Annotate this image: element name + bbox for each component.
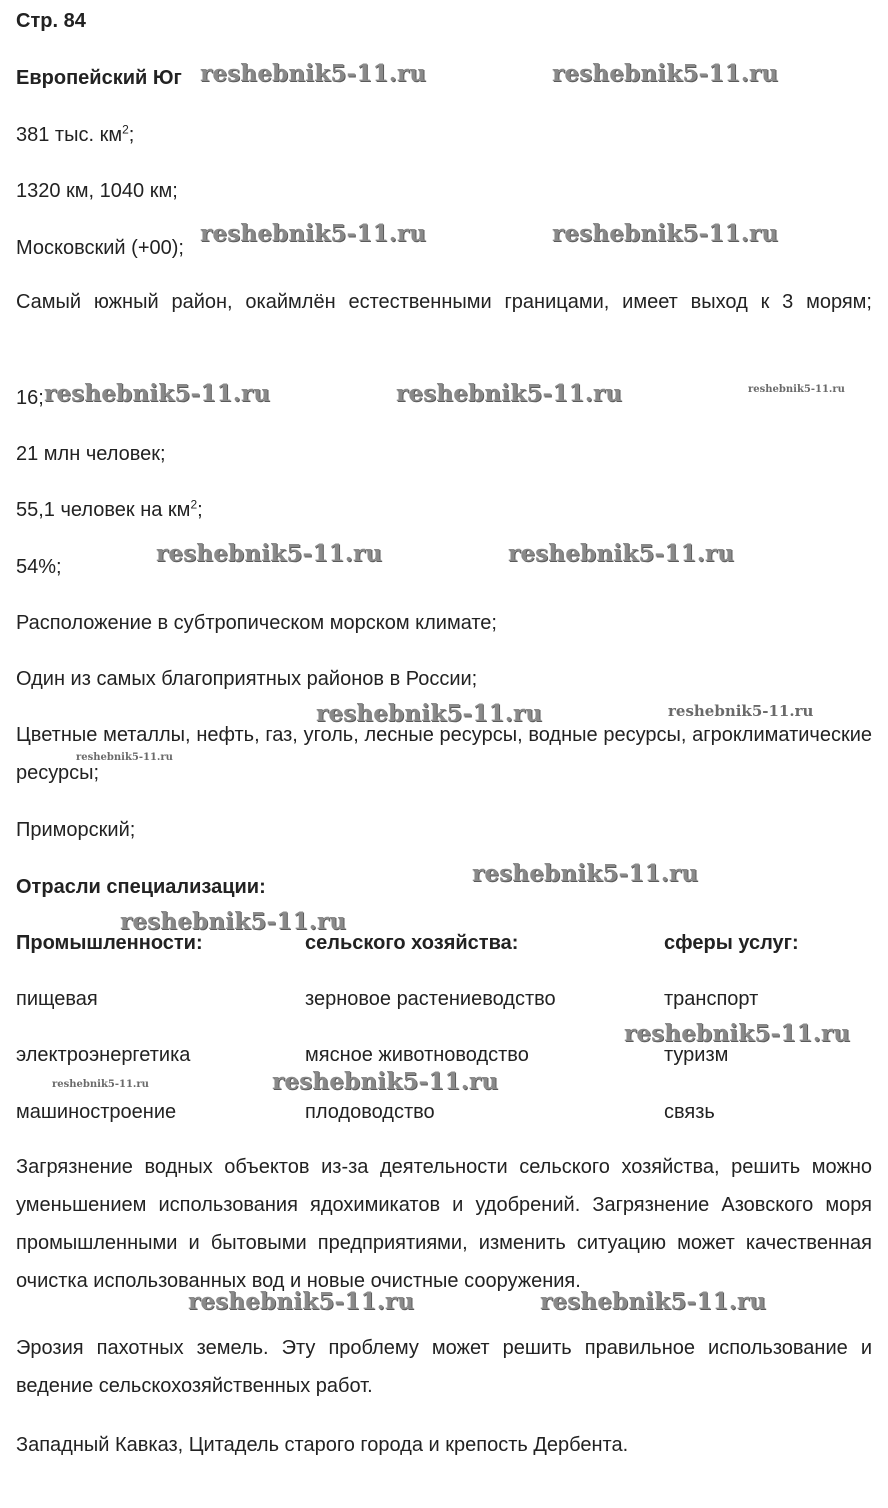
- area-line: [16, 124, 134, 146]
- watermark: reshebnik5-11.ru: [748, 384, 845, 395]
- watermark: reshebnik5-11.ru: [120, 908, 347, 935]
- resources-paragraph: Цветные металлы, нефть, газ, уголь, лесные ресурсы, водные ресурсы, агроклиматические ресурсы;: [16, 724, 872, 784]
- problem-water-paragraph: Загрязнение водных объектов из-за деятельности сельского хозяйства, решить можно уменьшением использования ядохимикатов и удобрений. Загрязнение Азовского моря промышленными и бытовыми предприятиями, изменить ситуацию может качественная очистка использованных вод и новые очистные сооружения.: [16, 1156, 872, 1292]
- table-cell-agriculture-2: мясное животноводство: [305, 1044, 529, 1066]
- header-services: сферы услуг:: [664, 932, 799, 954]
- population-line: 21 млн человек;: [16, 443, 166, 465]
- dimensions-line: 1320 км, 1040 км;: [16, 180, 178, 202]
- watermark: reshebnik5-11.ru: [188, 1288, 415, 1315]
- watermark: reshebnik5-11.ru: [156, 540, 383, 567]
- area-value: 381 тыс. км: [16, 124, 123, 146]
- table-cell-services-3: связь: [664, 1101, 715, 1123]
- heritage-line: Западный Кавказ, Цитадель старого города и крепость Дербента.: [16, 1434, 629, 1456]
- header-industry: Промышленности:: [16, 932, 203, 954]
- geo-type-line: Приморский;: [16, 819, 136, 841]
- timezone-line: Московский (+00);: [16, 237, 184, 259]
- page-label: Стр. 84: [16, 10, 86, 32]
- watermark: reshebnik5-11.ru: [52, 1079, 149, 1090]
- watermark: reshebnik5-11.ru: [200, 60, 427, 87]
- table-cell-industry-1: пищевая: [16, 988, 98, 1010]
- watermark: reshebnik5-11.ru: [200, 220, 427, 247]
- urban-share-line: 54%;: [16, 556, 62, 578]
- watermark: reshebnik5-11.ru: [552, 60, 779, 87]
- table-cell-industry-3: машиностроение: [16, 1101, 177, 1123]
- climate-line: Расположение в субтропическом морском климате;: [16, 612, 497, 634]
- density-superscript: 2: [190, 497, 198, 512]
- comfort-line: Один из самых благоприятных районов в России;: [16, 668, 478, 690]
- table-cell-industry-2: электроэнергетика: [16, 1044, 191, 1066]
- table-cell-agriculture-3: плодоводство: [305, 1101, 435, 1123]
- watermark: reshebnik5-11.ru: [540, 1288, 767, 1315]
- specialization-title: Отрасли специализации:: [16, 876, 266, 898]
- density-end: ;: [197, 499, 203, 521]
- problem-erosion-paragraph: Эрозия пахотных земель. Эту проблему может решить правильное использование и ведение сельскохозяйственных работ.: [16, 1337, 872, 1397]
- watermark: reshebnik5-11.ru: [472, 860, 699, 887]
- watermark: reshebnik5-11.ru: [316, 700, 543, 727]
- watermark: reshebnik5-11.ru: [44, 380, 271, 407]
- table-cell-services-2: туризм: [664, 1044, 729, 1066]
- table-cell-agriculture-1: зерновое растениеводство: [305, 988, 556, 1010]
- header-agriculture: сельского хозяйства:: [305, 932, 519, 954]
- region-title: Европейский Юг: [16, 67, 182, 89]
- area-superscript: 2: [122, 122, 129, 137]
- area-end: ;: [128, 124, 135, 146]
- density-line: [16, 499, 203, 521]
- watermark: reshebnik5-11.ru: [668, 702, 814, 720]
- watermark: reshebnik5-11.ru: [552, 220, 779, 247]
- watermark: reshebnik5-11.ru: [508, 540, 735, 567]
- watermark: reshebnik5-11.ru: [396, 380, 623, 407]
- watermark: reshebnik5-11.ru: [272, 1068, 499, 1095]
- watermark: reshebnik5-11.ru: [624, 1020, 851, 1047]
- table-cell-services-1: транспорт: [664, 988, 759, 1010]
- subjects-line: 16;: [16, 387, 44, 409]
- watermark: reshebnik5-11.ru: [76, 752, 173, 763]
- density-value: 55,1 человек на км: [16, 499, 191, 521]
- position-paragraph: Самый южный район, окаймлён естественными границами, имеет выход к 3 морям;: [16, 291, 872, 313]
